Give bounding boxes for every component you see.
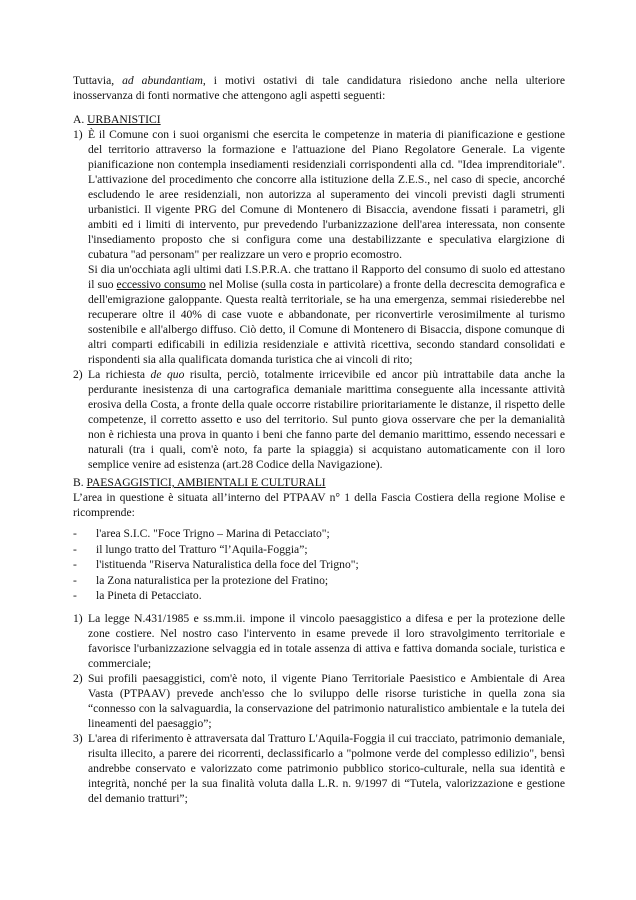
section-b-item-1 bbox=[73, 611, 565, 671]
section-b-item-1-paragraph: La legge N.431/1985 e ss.mm.ii. impone il vincolo paesaggistico a difesa e per la protezione delle zone costiere. Nel nostro caso l'intervento in esame prevede il loro stravolgimento territoriale e favorisce l'urbanizzazione selvaggia ed in totale assenza di attiva e fattiva domanda sociale, turistica e commerciale; bbox=[88, 611, 565, 670]
paragraph-text: La richiesta bbox=[88, 368, 151, 381]
section-a-list bbox=[73, 127, 565, 472]
item-number: 2) bbox=[73, 368, 83, 381]
dash-bullet: - bbox=[73, 527, 77, 540]
section-b-dash-list bbox=[73, 526, 565, 604]
section-b-list bbox=[73, 611, 565, 806]
section-b-item-2-paragraph: Sui profili paesaggistici, com'è noto, il vigente Piano Territoriale Paesistico e Ambientale di Area Vasta (PTPAAV) prevede anch'esso che lo sviluppo delle risorse turistiche in quella zona sia “connesso con la salvaguardia, la conservazione del patrimonio naturalistico ambientale e la tutela dei lineamenti del paesaggio”; bbox=[88, 671, 565, 730]
dash-list-item bbox=[73, 526, 565, 542]
intro-text-end: , i motivi ostativi di tale candidatura risiedono anche nella ulteriore inosservanza di fonti normative che attengono agli aspetti seguenti: bbox=[73, 74, 565, 102]
dash-item-text: il lungo tratto del Tratturo “l’Aquila-Foggia”; bbox=[96, 542, 308, 556]
section-a-item-1 bbox=[73, 127, 565, 367]
section-b-intro: L’area in questione è situata all’interno del PTPAAV n° 1 della Fascia Costiera della regione Molise e ricomprende: bbox=[73, 491, 565, 519]
dash-item-text: la Zona naturalistica per la protezione del Fratino; bbox=[96, 573, 329, 587]
italic-phrase: de quo bbox=[150, 368, 185, 381]
document-body bbox=[73, 73, 565, 806]
section-b-heading bbox=[73, 475, 565, 490]
dash-item-text: l'istituenda "Riserva Naturalistica della foce del Trigno"; bbox=[96, 558, 359, 572]
dash-bullet: - bbox=[73, 589, 77, 603]
section-a-item-2 bbox=[73, 367, 565, 472]
dash-list-item bbox=[73, 588, 565, 604]
section-b-letter: B. bbox=[73, 476, 87, 489]
paragraph-text: risulta, perciò, totalmente irricevibile ed ancor più intrattabile data anche la perdurante inesistenza di una cartografica demaniale marittima conseguente alla incessante attività erosiva della Costa, a fronte della quale occorre ristabilire prioritariamente le distanze, il rispetto delle competenze, il corretto assetto e uso del territorio. Sul punto giova osservare che per la demanialità non è richiesta una prova in quanto i beni che fanno parte del demanio marittimo, essendo necessari e naturali (tra i quali, com'è noto, fa parte la spiaggia) si acquistano automaticamente con il loro semplice venire ad esistenza (art.28 Codice della Navigazione). bbox=[88, 368, 566, 471]
section-b-title: PAESAGGISTICI, AMBIENTALI E CULTURALI bbox=[86, 476, 326, 489]
paragraph-text: Si dia un'occhiata agli ultimi dati I.S.P.R.A. che trattano il Rapporto del consumo di suolo ed attestano il suo bbox=[88, 263, 565, 291]
intro-text-start: Tuttavia, bbox=[73, 74, 123, 87]
section-a-item-2-paragraph bbox=[88, 367, 565, 472]
item-number: 1) bbox=[73, 611, 83, 625]
section-b-item-2 bbox=[73, 671, 565, 731]
section-b-item-3 bbox=[73, 731, 565, 806]
dash-list-item bbox=[73, 542, 565, 558]
dash-bullet: - bbox=[73, 542, 77, 556]
section-a-title: URBANISTICI bbox=[87, 113, 161, 126]
dash-list-item bbox=[73, 557, 565, 573]
section-a-item-1-paragraph-1: È il Comune con i suoi organismi che esercita le competenze in materia di pianificazione e gestione del territorio attraverso la formazione e l'attuazione del Piano Regolatore Generale. La vigente pianificazione non contempla insediamenti residenziali corrispondenti alla cd. "Idea imprenditoriale". L'attivazione del procedimento che concorre alla istituzione della Z.E.S., nel caso di specie, ancorché escludendo le aree residenziali, non autorizza al superamento dei vincoli previsti dagli strumenti urbanistici. Il vigente PRG del Comune di Montenero di Bisaccia, avendone fissati i parametri, gli ambiti ed i limiti di intervento, pur prevedendo l'urbanizzazione dell'area interessata, non consente l'insediamento proposto che si configura come una destabilizzante e speculativa elargizione di cubatura "ad personam" per realizzare un vero e proprio ecomostro. bbox=[88, 128, 565, 261]
underlined-phrase: eccessivo consumo bbox=[116, 278, 206, 291]
dash-item-text: la Pineta di Petacciato. bbox=[96, 589, 202, 603]
intro-paragraph bbox=[73, 73, 565, 103]
item-number: 2) bbox=[73, 671, 83, 685]
dash-bullet: - bbox=[73, 573, 77, 587]
section-a-heading bbox=[73, 112, 565, 127]
paragraph-text: nel Molise (sulla costa in particolare) a fronte della decrescita demografica e dell'emigrazione galoppante. Questa realtà territoriale, se ha una emergenza, semmai risiederebbe nel recuperare oltre il 40% di case vuote e abbandonate, per riconvertirle verosimilmente al turismo sostenibile e all'albergo diffuso. Ciò detto, il Comune di Montenero di Bisaccia, dispone comunque di altri comparti edificabili in edilizia residenziale e attività ricettiva, secondo standard consolidati e rispondenti sia alla qualificata domanda turistica che ai vincoli di rito; bbox=[88, 278, 565, 366]
section-a-item-1-paragraph-2 bbox=[88, 262, 565, 367]
dash-bullet: - bbox=[73, 558, 77, 572]
section-a-letter: A. bbox=[73, 113, 88, 126]
dash-list-item bbox=[73, 573, 565, 589]
item-number: 1) bbox=[73, 128, 83, 141]
dash-item-text: l'area S.I.C. "Foce Trigno – Marina di Petacciato"; bbox=[96, 527, 330, 540]
item-number: 3) bbox=[73, 731, 83, 745]
section-b-item-3-paragraph: L'area di riferimento è attraversata dal Tratturo L'Aquila-Foggia il cui tracciato, patrimonio demaniale, risulta illecito, a parere dei ricorrenti, declassificarlo a "polmone verde del complesso edilizio", bensì andrebbe conservato e valorizzato come patrimonio pubblico storico-culturale, nella sua identità e integrità, nonché per la sua finalità voluta dalla L.R. n. 9/1997 di “Tutela, valorizzazione e gestione del demanio tratturi”; bbox=[88, 731, 565, 805]
intro-italic-phrase: ad abundantiam bbox=[122, 74, 203, 87]
